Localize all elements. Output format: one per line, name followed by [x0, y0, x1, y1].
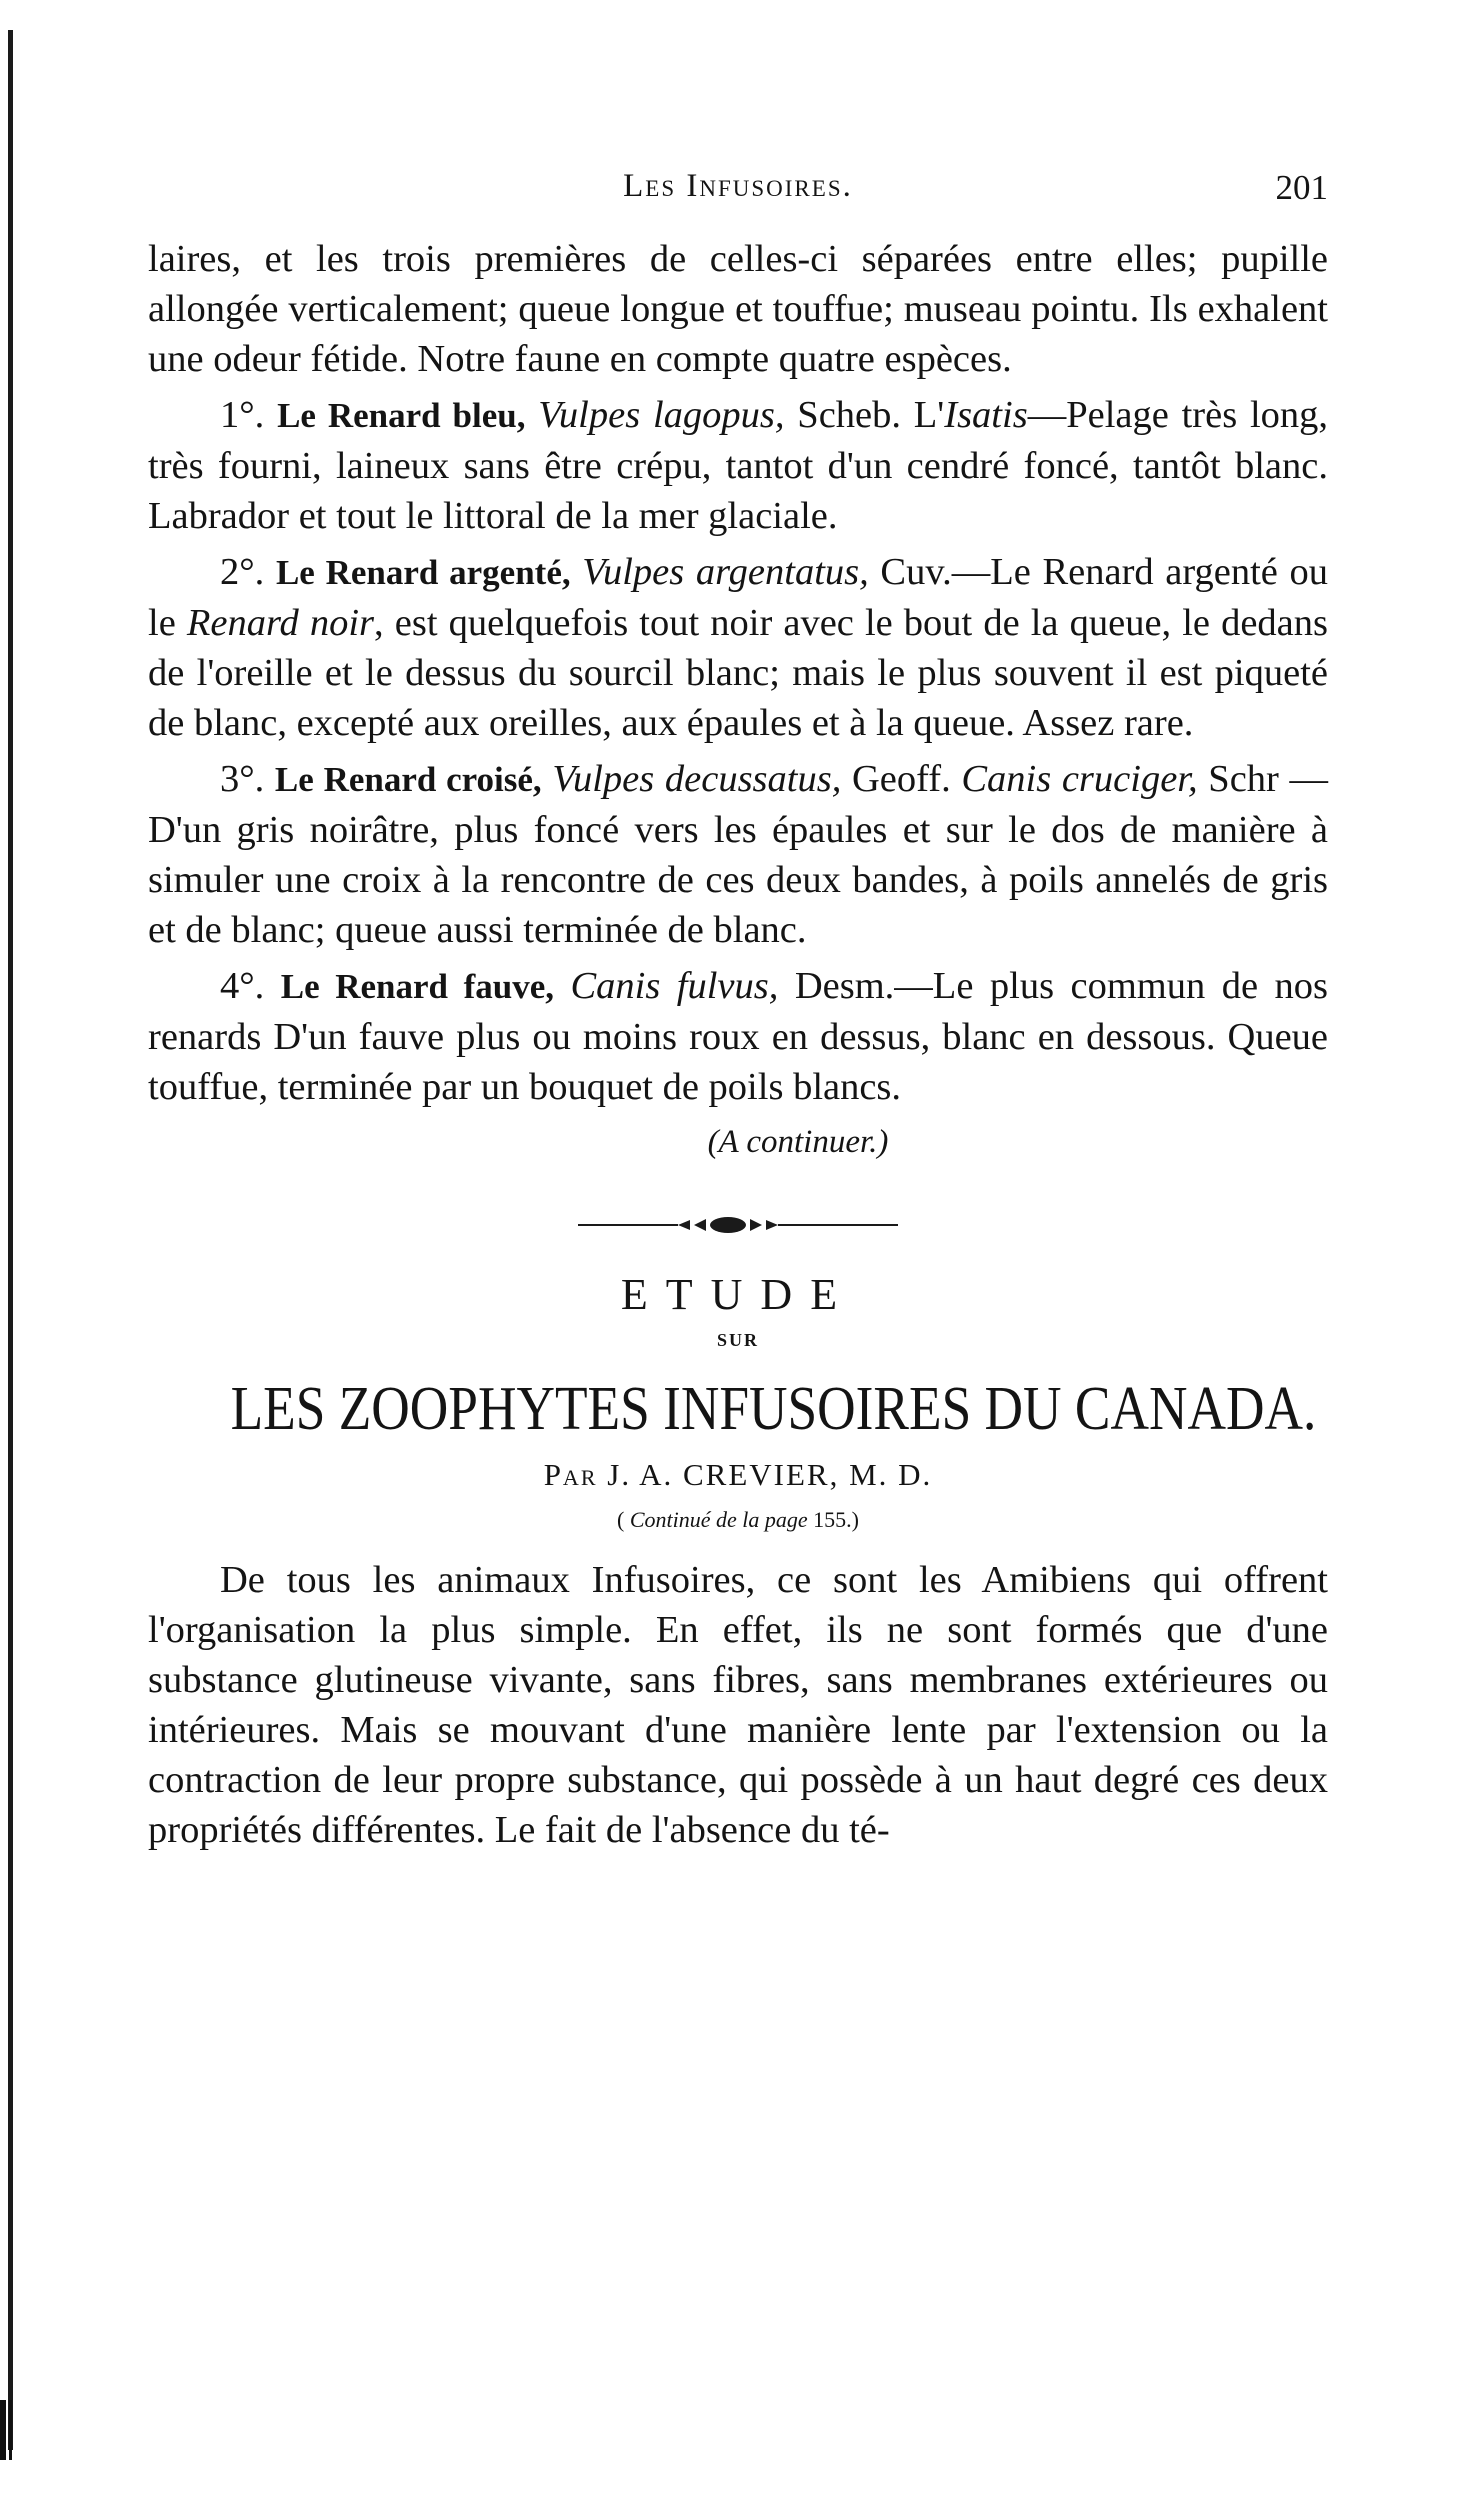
species-item-3	[148, 754, 1328, 955]
page-number: 201	[1275, 168, 1328, 207]
article-body-paragraph: De tous les animaux Infusoires, ce sont les Amibiens qui offrent l'organisation la plus simple. En effet, ils ne sont formés que d'une substance glutineuse vivante, sans fibres, sans membranes extérieures ou intérieures. Mais se mouvant d'une manière lente par l'extension ou la contraction de leur propre substance, qui possède à un haut degré ces deux propriétés différentes. Le fait de l'absence du té-	[148, 1559, 1328, 1851]
item-number: 2°.	[220, 551, 265, 593]
latin-name: Vulpes argentatus,	[582, 551, 869, 593]
species-description: —Pelage très long, très fourni, laineux sans être crépu, tantot d'un cendré foncé, tantôt blanc. Labrador et tout le littoral de la mer glaciale.	[148, 394, 1329, 537]
article-heading-etude: ETUDE	[620, 1270, 856, 1319]
continued-open: (	[617, 1507, 625, 1532]
running-title: Les Infusoires.	[623, 168, 853, 204]
item-number: 3°.	[220, 758, 265, 800]
article-author	[148, 1457, 1328, 1493]
species-name: Le Renard bleu,	[277, 396, 526, 435]
latin-name: Vulpes decussatus,	[552, 758, 842, 800]
species-item-2	[148, 547, 1328, 748]
item-number: 4°.	[220, 965, 265, 1007]
species-authority: Geoff.	[851, 758, 951, 800]
item-number: 1°.	[220, 394, 265, 436]
binding-marks	[0, 2400, 18, 2460]
species-authority: Scheb. L'	[797, 394, 945, 436]
intro-paragraph: laires, et les trois premières de celles-ci séparées entre elles; pupille allongée verticalement; queue longue et touffue; museau pointu. Ils exhalent une odeur fétide. Notre faune en compte quatre espèces.	[148, 238, 1328, 380]
author-prefix: Par	[543, 1457, 598, 1492]
species-description: Desm.—Le plus commun de nos renards D'un fauve plus ou moins roux en dessus, blanc en dessous. Queue touffue, terminée par un bouquet de poils blancs.	[148, 965, 1329, 1108]
latin-name: Vulpes lagopus,	[538, 394, 785, 436]
species-description: Schr —D'un gris noirâtre, plus foncé vers les épaules et sur le dos de manière à simuler une croix à la rencontre de ces deux bandes, à poils annelés de gris et de blanc; queue aussi terminée de blanc.	[148, 758, 1328, 951]
species-authority: Cuv.—Le Renard argenté ou le	[148, 551, 1329, 644]
species-name: Le Renard croisé,	[274, 760, 542, 799]
section-divider-ornament	[578, 1213, 898, 1237]
author-name: J. A. CREVIER, M. D.	[607, 1457, 933, 1492]
alternate-name: Canis cruciger,	[961, 758, 1198, 800]
to-be-continued: (A continuer.)	[707, 1124, 889, 1160]
species-name: Le Renard fauve,	[280, 967, 554, 1006]
page-content	[148, 168, 1328, 1855]
alternate-name: Isatis	[944, 394, 1028, 436]
continued-page: 155.)	[813, 1507, 859, 1532]
species-item-1	[148, 390, 1328, 541]
continued-text: Continué de la page	[629, 1507, 808, 1532]
latin-name: Canis fulvus,	[570, 965, 779, 1007]
page-binding-edge	[8, 30, 13, 2450]
article-title: LES ZOOPHYTES INFUSOIRES DU CANADA.	[230, 1375, 1317, 1443]
running-head	[148, 168, 1328, 218]
species-item-4	[148, 961, 1328, 1112]
species-name: Le Renard argenté,	[275, 553, 571, 592]
article-heading-sur: SUR	[716, 1330, 759, 1350]
species-description: , est quelquefois tout noir avec le bout de la queue, le dedans de l'oreille et le dessus du sourcil blanc; mais le plus souvent il est piqueté de blanc, excepté aux oreilles, aux épaules et à la queue. Assez rare.	[148, 602, 1328, 744]
alternate-name: Renard noir	[186, 602, 375, 644]
continued-note	[148, 1507, 1328, 1533]
